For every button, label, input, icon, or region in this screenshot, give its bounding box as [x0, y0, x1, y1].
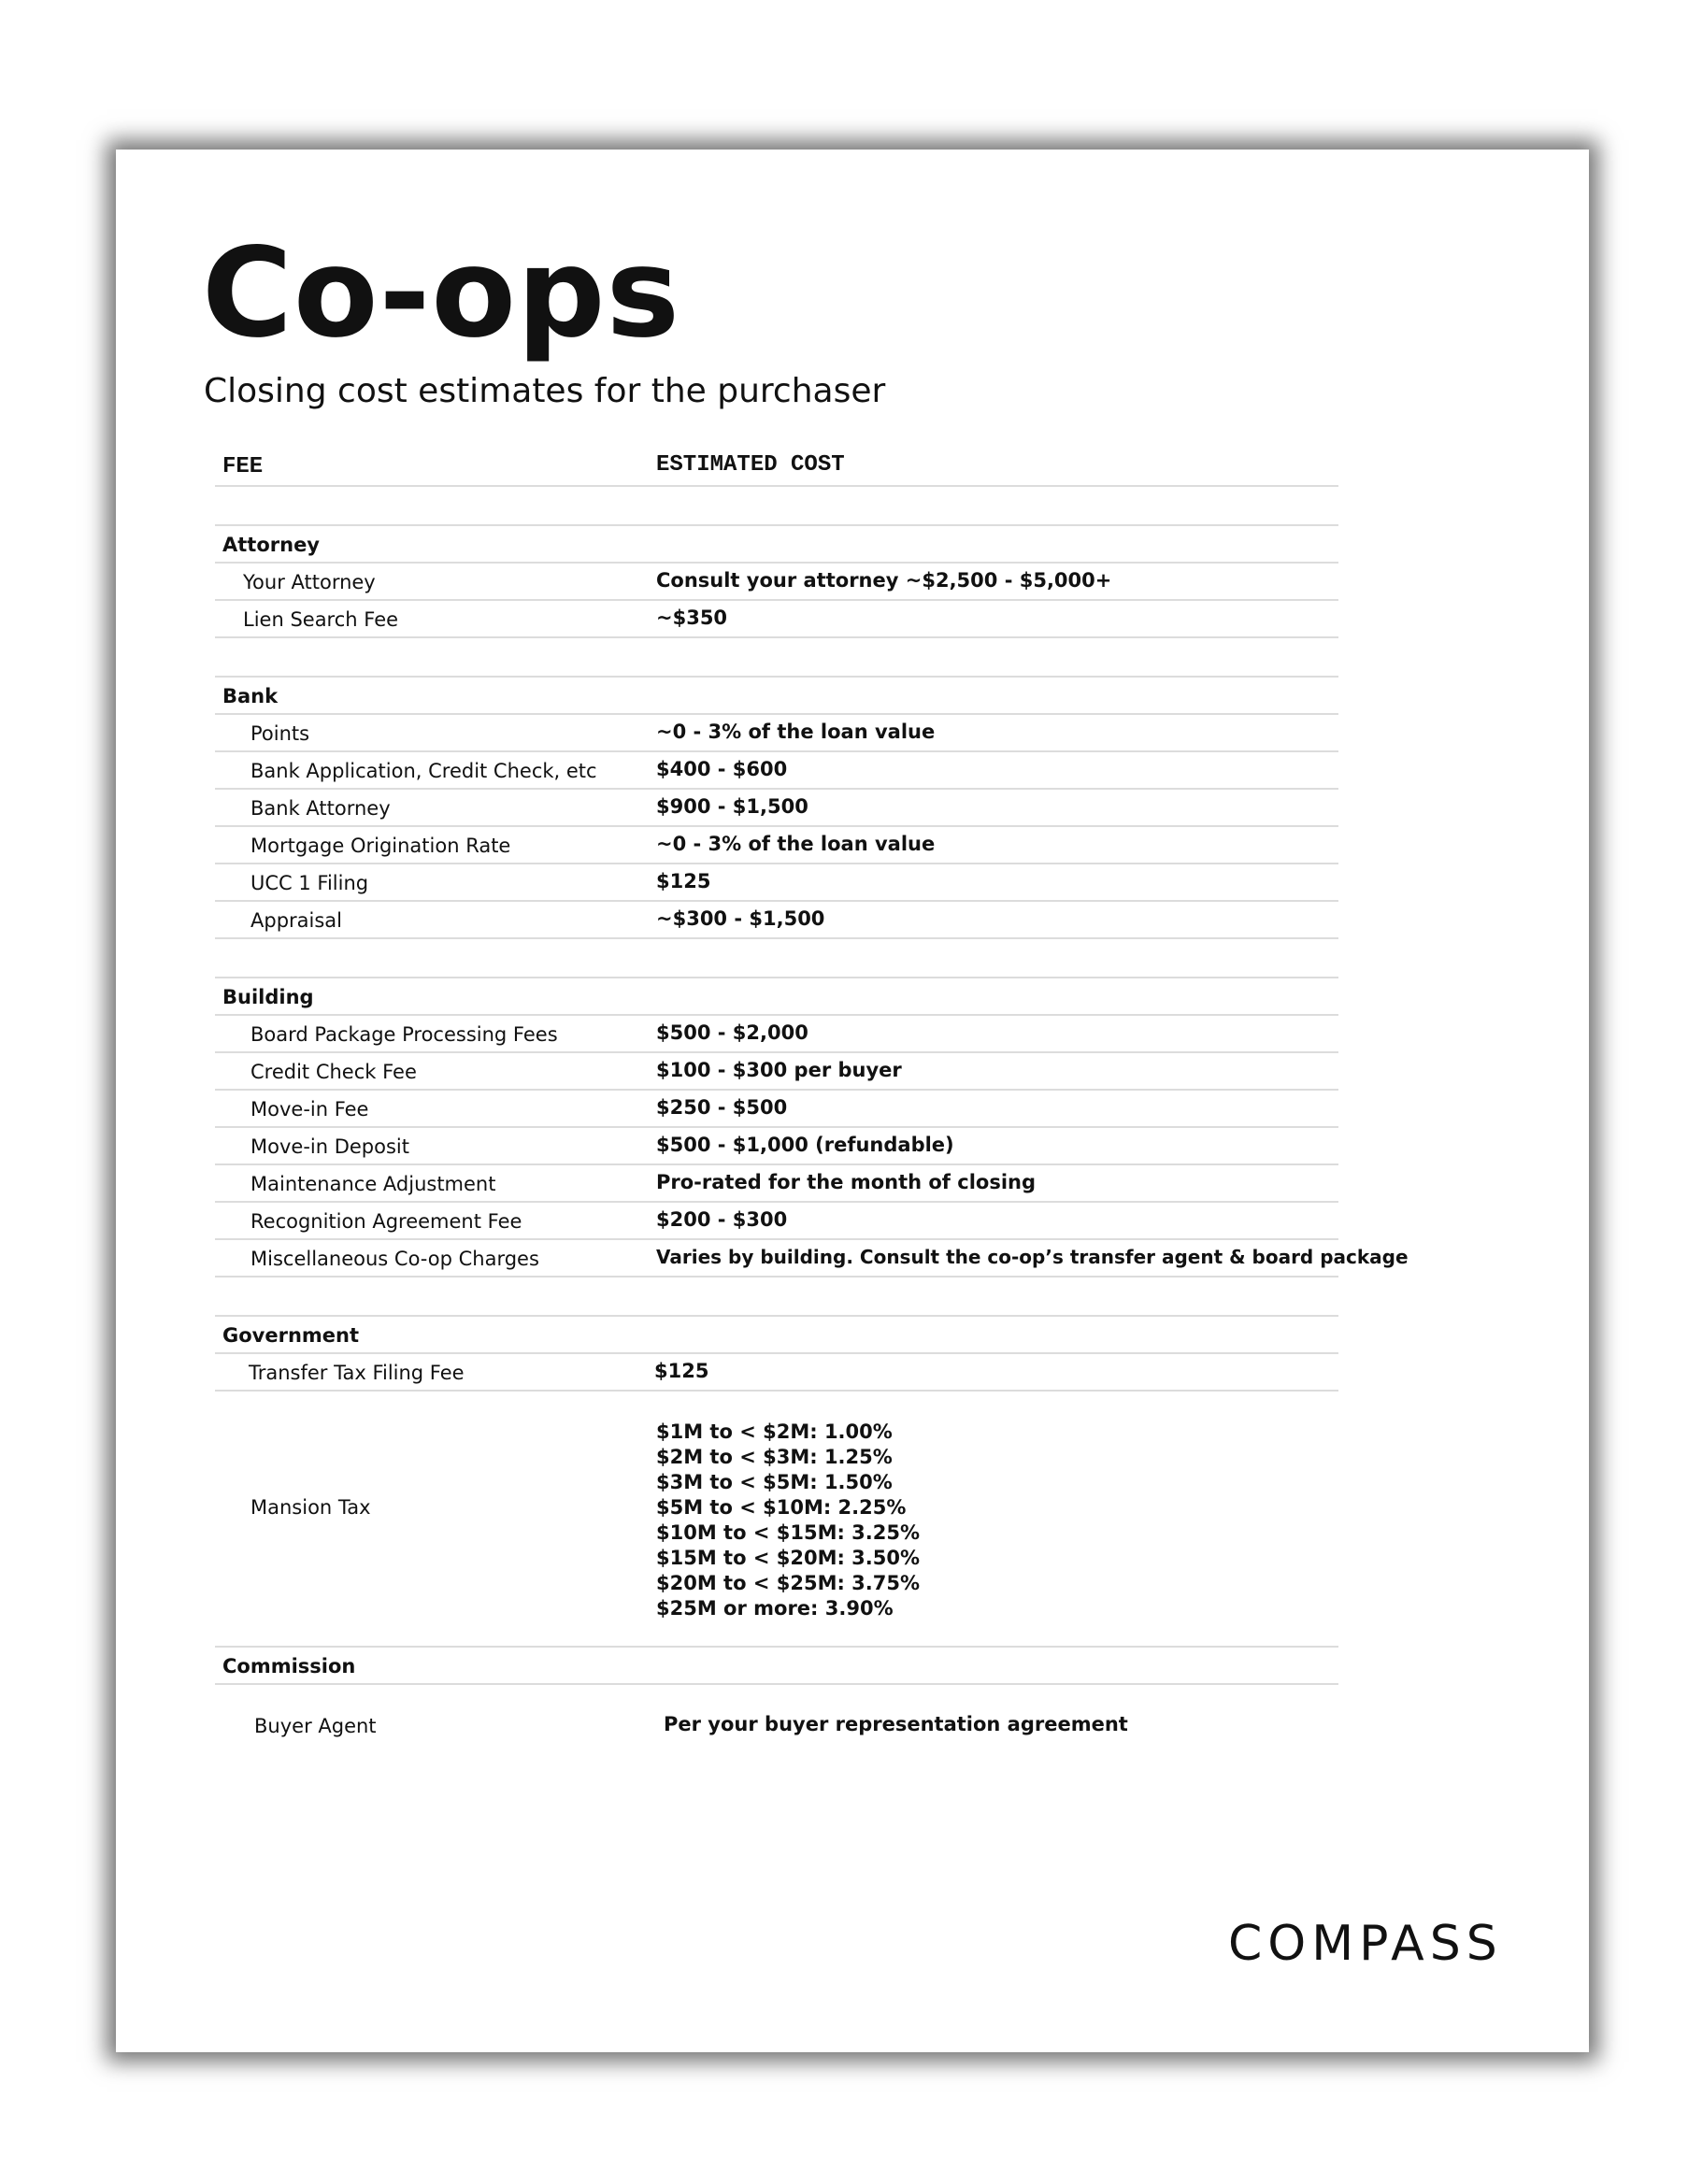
table-row	[215, 564, 1338, 601]
fee-label: Lien Search Fee	[243, 608, 399, 631]
document-page	[116, 150, 1589, 2052]
fee-label: Move-in Deposit	[250, 1135, 409, 1158]
section-building	[215, 978, 1338, 1016]
section-label: Commission	[222, 1655, 356, 1677]
table-row	[215, 1685, 1338, 1747]
section-government	[215, 1317, 1338, 1354]
cost-value: $900 - $1,500	[656, 795, 808, 818]
page-title: Co-ops	[202, 221, 681, 365]
table-row	[215, 1203, 1338, 1240]
page-subtitle: Closing cost estimates for the purchaser	[204, 372, 886, 410]
table-row	[215, 827, 1338, 864]
tier-line: $25M or more: 3.90%	[656, 1597, 894, 1620]
fee-label: Miscellaneous Co-op Charges	[250, 1248, 539, 1270]
spacer-row	[215, 939, 1338, 978]
tier-line: $20M to < $25M: 3.75%	[656, 1572, 921, 1594]
cost-value: $125	[654, 1360, 709, 1382]
cost-value: Consult your attorney ~$2,500 - $5,000+	[656, 569, 1112, 592]
fee-label: Transfer Tax Filing Fee	[249, 1362, 465, 1384]
table-row	[215, 902, 1338, 939]
cost-value: Pro-rated for the month of closing	[656, 1171, 1037, 1193]
fee-label: Buyer Agent	[254, 1715, 377, 1737]
fee-label: Bank Attorney	[250, 797, 391, 820]
cost-value: $100 - $300 per buyer	[656, 1059, 902, 1081]
spacer-row	[215, 1278, 1338, 1317]
cost-value: $500 - $1,000 (refundable)	[656, 1134, 954, 1156]
table-row	[215, 1053, 1338, 1091]
section-label: Government	[222, 1324, 360, 1347]
table-row	[215, 1165, 1338, 1203]
tier-line: $1M to < $2M: 1.00%	[656, 1420, 893, 1443]
table-header	[215, 435, 1338, 487]
tier-line: $15M to < $20M: 3.50%	[656, 1547, 921, 1569]
fee-label: Points	[250, 722, 310, 745]
fee-label: Mansion Tax	[250, 1496, 371, 1519]
compass-logo: COMPASS	[1228, 1916, 1503, 1972]
table-row	[215, 1016, 1338, 1053]
fee-label: Your Attorney	[243, 571, 376, 593]
section-attorney	[215, 526, 1338, 564]
table-row	[215, 1091, 1338, 1128]
table-row-mansion-tax	[215, 1392, 1338, 1648]
table-row	[215, 790, 1338, 827]
fee-label: Recognition Agreement Fee	[250, 1210, 522, 1233]
tier-line: $10M to < $15M: 3.25%	[656, 1521, 921, 1544]
fee-label: UCC 1 Filing	[250, 872, 369, 894]
section-bank	[215, 678, 1338, 715]
cost-value: $250 - $500	[656, 1096, 788, 1119]
fee-label: Bank Application, Credit Check, etc	[250, 760, 597, 782]
fee-label: Board Package Processing Fees	[250, 1023, 558, 1046]
fee-label: Maintenance Adjustment	[250, 1173, 496, 1195]
section-label: Building	[222, 986, 314, 1008]
cost-value: $400 - $600	[656, 758, 788, 780]
table-row	[215, 864, 1338, 902]
cost-value: $125	[656, 870, 711, 892]
fee-label: Credit Check Fee	[250, 1061, 417, 1083]
tier-line: $3M to < $5M: 1.50%	[656, 1471, 893, 1493]
cost-value: ~0 - 3% of the loan value	[656, 721, 936, 743]
cost-value: ~$300 - $1,500	[656, 907, 825, 930]
table-row	[215, 715, 1338, 752]
tier-line: $2M to < $3M: 1.25%	[656, 1446, 893, 1468]
cost-value: $200 - $300	[656, 1208, 788, 1231]
section-label: Attorney	[222, 534, 320, 556]
cost-value: Varies by building. Consult the co-op’s transfer agent & board package	[656, 1246, 1409, 1268]
section-commission	[215, 1648, 1338, 1685]
cost-column-header: ESTIMATED COST	[656, 452, 845, 478]
fee-column-header: FEE	[222, 454, 264, 479]
table-row	[215, 1354, 1338, 1392]
cost-value: ~0 - 3% of the loan value	[656, 833, 936, 855]
spacer-row	[215, 638, 1338, 678]
cost-value: Per your buyer representation agreement	[664, 1713, 1128, 1735]
table-row	[215, 601, 1338, 638]
fee-label: Mortgage Origination Rate	[250, 835, 511, 857]
fee-label: Appraisal	[250, 909, 343, 932]
closing-cost-table	[215, 435, 1409, 1747]
cost-value: $500 - $2,000	[656, 1021, 808, 1044]
table-row	[215, 1240, 1409, 1278]
cost-value: ~$350	[656, 607, 728, 629]
table-row	[215, 752, 1338, 790]
spacer-row	[215, 487, 1338, 526]
mansion-tax-tiers	[656, 1420, 920, 1621]
section-label: Bank	[222, 685, 279, 707]
tier-line: $5M to < $10M: 2.25%	[656, 1496, 907, 1519]
table-row	[215, 1128, 1338, 1165]
fee-label: Move-in Fee	[250, 1098, 369, 1121]
